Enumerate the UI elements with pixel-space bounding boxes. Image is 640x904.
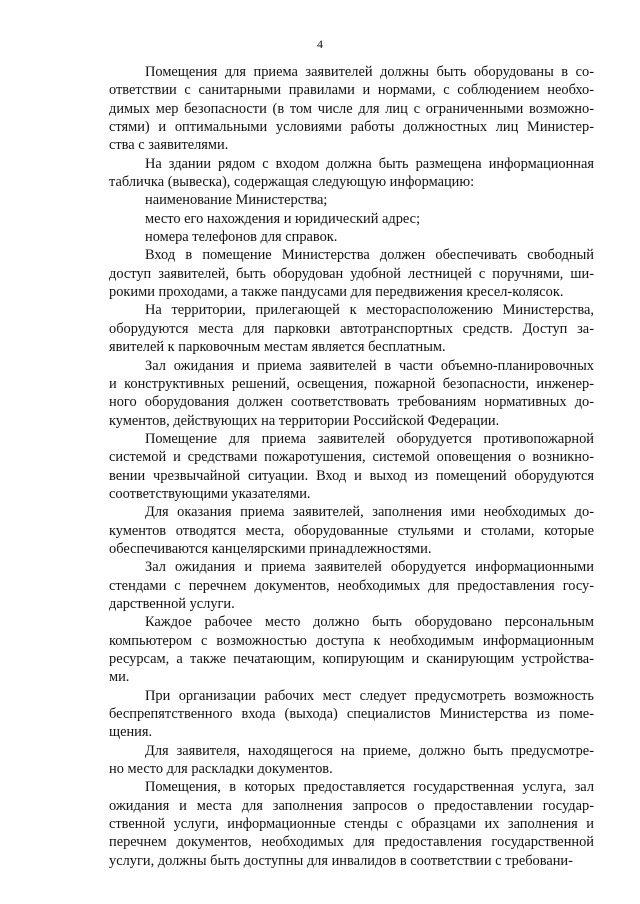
- text-line: компьютером с возможностью доступа к необходимым информационным: [109, 632, 594, 649]
- text-line: стями) и оптимальными условиями работы должностных лиц Министер-: [109, 119, 594, 136]
- text-line: наименование Министерства;: [145, 192, 328, 209]
- text-line: доступ заявителей, быть оборудован удобной лестницей с поручнями, ши-: [109, 265, 594, 282]
- paragraph: [109, 687, 594, 742]
- text-line: табличка (вывеска), содержащая следующую информацию:: [109, 174, 475, 191]
- text-line: кументов, действующих на территории Российской Федерации.: [109, 412, 500, 429]
- text-line: ственной услуги, информационные стенды с образцами их заполнения и: [109, 816, 594, 833]
- document-body: [109, 63, 594, 870]
- paragraph: [109, 63, 594, 155]
- text-line: номера телефонов для справок.: [145, 229, 338, 246]
- paragraph: [109, 301, 594, 356]
- text-line: но место для раскладки документов.: [109, 761, 333, 778]
- text-line: и конструктивных решений, освещения, пожарной безопасности, инженер-: [109, 375, 594, 392]
- text-line: Зал ожидания и приема заявителей оборудуется информационными: [145, 559, 594, 576]
- paragraph: [109, 430, 594, 503]
- text-line: димых мер безопасности (в том числе для лиц с ограниченными возможно-: [109, 100, 594, 117]
- text-line: Помещения для приема заявителей должны быть оборудованы в со-: [145, 64, 594, 80]
- text-line: соответствующими указателями.: [109, 485, 311, 502]
- text-line: беспрепятственного входа (выхода) специалистов Министерства из поме-: [109, 706, 594, 723]
- text-line: Зал ожидания и приема заявителей в части объемно-планировочных: [145, 357, 594, 374]
- paragraph: [109, 613, 594, 686]
- paragraph: [109, 228, 594, 246]
- text-line: щения.: [109, 724, 153, 741]
- text-line: ного оборудования должен соответствовать требованиям нормативных до-: [109, 394, 594, 411]
- paragraph: [109, 503, 594, 558]
- text-line: услуги, должны быть доступны для инвалидов в соответствии с требовани-: [109, 852, 573, 869]
- text-line: обеспечиваются канцелярскими принадлежностями.: [109, 540, 432, 557]
- text-line: На здании рядом с входом должна быть размещена информационная: [145, 155, 594, 172]
- text-line: вении чрезвычайной ситуации. Вход и выход из помещений оборудуются: [109, 467, 594, 484]
- text-line: дарственной услуги.: [109, 595, 235, 612]
- text-line: стендами с перечнем документов, необходимых для предоставления госу-: [109, 577, 594, 594]
- text-line: оборудуются места для парковки автотранспортных средств. Доступ за-: [109, 320, 594, 337]
- text-line: ожидания и места для заполнения запросов о предоставлении государ-: [109, 797, 594, 814]
- text-line: перечнем документов, необходимых для предоставления государственной: [109, 834, 594, 851]
- text-line: ответствии с санитарными правилами и нормами, с соблюдением необхо-: [109, 82, 594, 99]
- text-line: Каждое рабочее место должно быть оборудовано персональным: [145, 614, 594, 631]
- text-line: место его нахождения и юридический адрес;: [145, 210, 421, 227]
- paragraph: [109, 155, 594, 192]
- text-line: При организации рабочих мест следует предусмотреть возможность: [145, 687, 594, 704]
- paragraph: [109, 210, 594, 228]
- paragraph: [109, 246, 594, 301]
- text-line: рокими проходами, а также пандусами для передвижения кресел-колясок.: [109, 284, 564, 301]
- text-line: На территории, прилегающей к месторасположению Министерства,: [145, 302, 594, 319]
- paragraph: [109, 778, 594, 870]
- text-line: Помещения, в которых предоставляется государственная услуга, зал: [145, 779, 594, 796]
- text-line: ства с заявителями.: [109, 137, 229, 154]
- text-line: кументов отводятся места, оборудованные стульями и столами, которые: [109, 522, 594, 539]
- text-line: Помещение для приема заявителей оборудуется противопожарной: [145, 430, 594, 447]
- paragraph: [109, 191, 594, 209]
- text-line: Для заявителя, находящегося на приеме, должно быть предусмотре-: [145, 742, 594, 759]
- paragraph: [109, 558, 594, 613]
- text-line: ресурсам, а также печатающим, копирующим и сканирующим устройства-: [109, 651, 594, 667]
- text-line: Для оказания приема заявителей, заполнения ими необходимых до-: [145, 504, 594, 521]
- text-line: Вход в помещение Министерства должен обеспечивать свободный: [145, 247, 594, 264]
- paragraph: [109, 742, 594, 779]
- text-line: системой и средствами пожаротушения, системой оповещения о возникно-: [109, 449, 594, 466]
- paragraph: [109, 357, 594, 430]
- page-number: 4: [317, 37, 323, 51]
- text-line: явителей к парковочным местам является бесплатным.: [109, 339, 446, 356]
- text-line: ми.: [109, 669, 130, 686]
